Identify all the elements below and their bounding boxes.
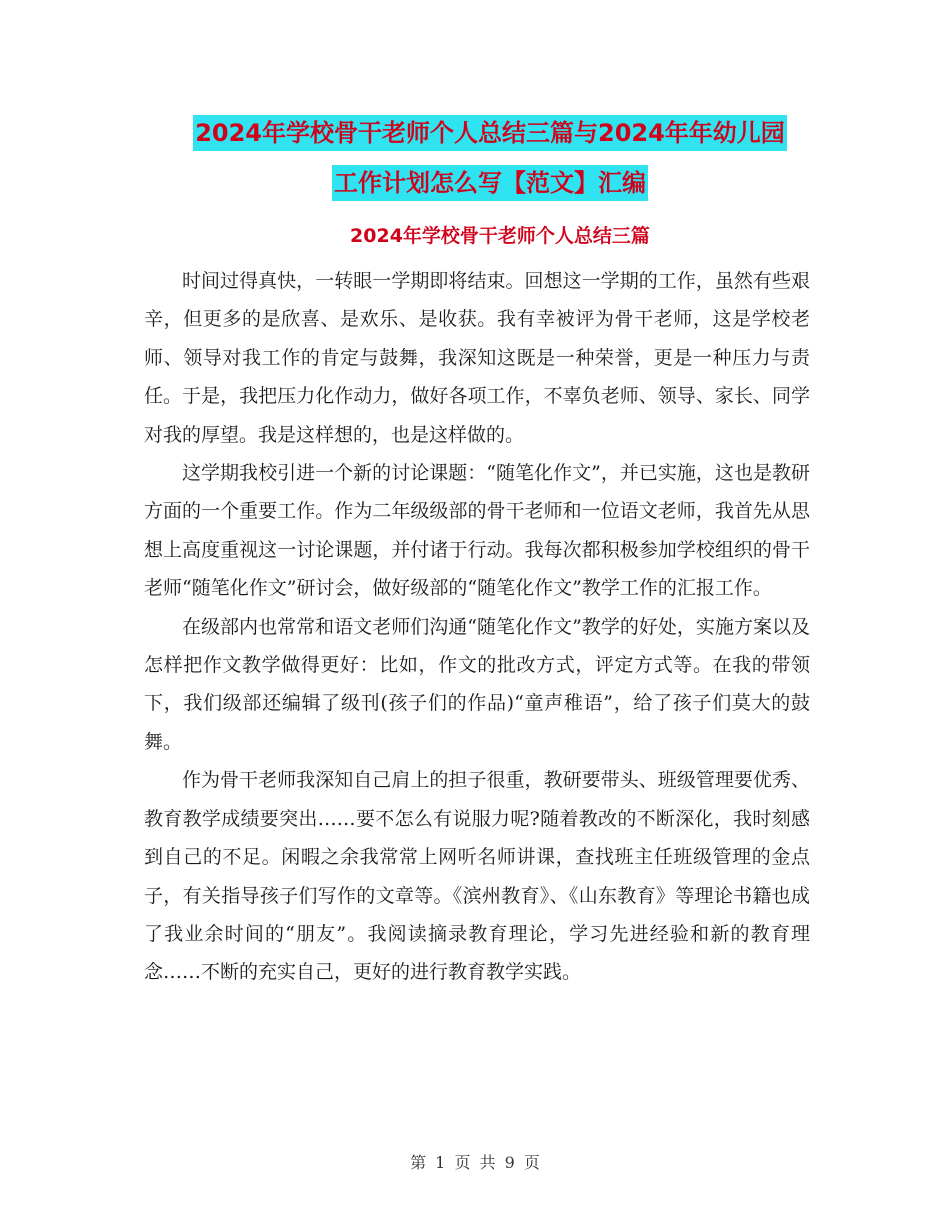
paragraph: 在级部内也常常和语文老师们沟通“随笔化作文”教学的好处，实施方案以及怎样把作文教学做得更好：比如，作文的批改方式，评定方式等。在我的带领下，我们级部还编辑了级刊(孩子们的作品)“童声稚语”，给了孩子们莫大的鼓舞。	[144, 615, 810, 753]
paragraph: 作为骨干老师我深知自己肩上的担子很重，教研要带头、班级管理要优秀、教育教学成绩要突出……要不怎么有说服力呢?随着教改的不断深化，我时刻感到自己的不足。闲暇之余我常常上网听名师讲课，查找班主任班级管理的金点子，有关指导孩子们写作的文章等。《滨州教育》、《山东教育》等理论书籍也成了我业余时间的“朋友”。我阅读摘录教育理论，学习先进经验和新的教育理念……不断的充实自己，更好的进行教育教学实践。	[144, 769, 810, 984]
section-title: 2024年学校骨干老师个人总结三篇	[350, 225, 650, 247]
paragraph: 时间过得真快，一转眼一学期即将结束。回想这一学期的工作，虽然有些艰辛，但更多的是欣喜、是欢乐、是收获。我有幸被评为骨干老师，这是学校老师、领导对我工作的肯定与鼓舞，我深知这既是一种荣誉，更是一种压力与责任。于是，我把压力化作动力，做好各项工作，不辜负老师、领导、家长、同学对我的厚望。我是这样想的，也是这样做的。	[144, 270, 810, 446]
document-title-line-2: 工作计划怎么写【范文】汇编	[332, 165, 648, 201]
document-title	[140, 108, 840, 208]
document-body	[144, 262, 810, 992]
page-footer: 第 1 页 共 9 页	[410, 1153, 540, 1172]
paragraph: 这学期我校引进一个新的讨论课题：“随笔化作文”，并已实施，这也是教研方面的一个重要工作。作为二年级级部的骨干老师和一位语文老师，我首先从思想上高度重视这一讨论课题，并付诸于行动。我每次都积极参加学校组织的骨干老师“随笔化作文”研讨会，做好级部的“随笔化作文”教学工作的汇报工作。	[144, 462, 810, 600]
document-title-line-1: 2024年学校骨干老师个人总结三篇与2024年年幼儿园	[193, 115, 787, 151]
